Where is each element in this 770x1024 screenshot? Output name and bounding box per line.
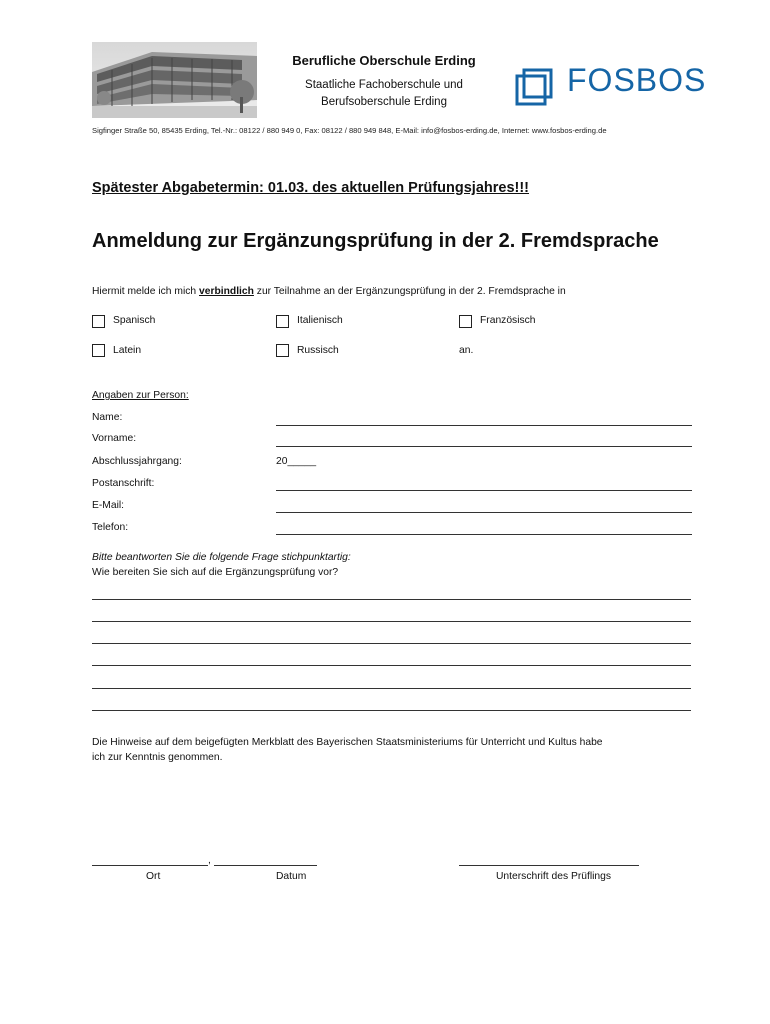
email-label: E-Mail: — [92, 500, 125, 511]
intro-sentence — [92, 286, 566, 297]
name-field[interactable] — [276, 425, 692, 426]
checkbox-spanisch[interactable] — [92, 315, 105, 328]
ort-datum-separator: , — [208, 855, 211, 866]
deadline-notice: Spätester Abgabetermin: 01.03. des aktuellen Prüfungsjahres!!! — [92, 180, 530, 196]
school-subtitle-line1: Staatliche Fachoberschule und — [305, 79, 463, 91]
label-latein: Latein — [113, 345, 142, 356]
vorname-label: Vorname: — [92, 433, 137, 444]
page-title: Anmeldung zur Ergänzungsprüfung in der 2. Fremdsprache — [92, 230, 659, 252]
intro-text-before: Hiermit melde ich mich — [92, 286, 199, 297]
abschluss-label: Abschlussjahrgang: — [92, 456, 182, 467]
notice-line-1: Die Hinweise auf dem beigefügten Merkblatt des Bayerischen Staatsministeriums für Unterricht und Kultus habe — [92, 737, 603, 748]
fosbos-logo-text: FOSBOS — [567, 62, 707, 98]
postanschrift-field[interactable] — [276, 490, 692, 491]
question-text: Wie bereiten Sie sich auf die Ergänzungsprüfung vor? — [92, 567, 339, 578]
datum-field[interactable] — [214, 865, 317, 866]
name-label: Name: — [92, 412, 123, 423]
checkbox-franzoesisch[interactable] — [459, 315, 472, 328]
school-name: Berufliche Oberschule Erding — [292, 53, 476, 68]
ort-label: Ort — [146, 871, 161, 882]
school-address: Sigfinger Straße 50, 85435 Erding, Tel.-Nr.: 08122 / 880 949 0, Fax: 08122 / 880 949 848, E-Mail: info@fosbos-erding.de, Internet: www.fosbos-erding.de — [92, 126, 607, 135]
answer-line-4[interactable] — [92, 665, 691, 666]
answer-line-3[interactable] — [92, 643, 691, 644]
languages-suffix: an. — [459, 345, 474, 356]
telefon-label: Telefon: — [92, 522, 129, 533]
vorname-field[interactable] — [276, 446, 692, 447]
abschluss-field[interactable]: 20_____ — [276, 456, 317, 467]
postanschrift-label: Postanschrift: — [92, 478, 155, 489]
checkbox-italienisch[interactable] — [276, 315, 289, 328]
answer-line-2[interactable] — [92, 621, 691, 622]
label-russisch: Russisch — [297, 345, 339, 356]
signature-label: Unterschrift des Prüflings — [496, 871, 612, 882]
answer-line-5[interactable] — [92, 688, 691, 689]
intro-emphasis: verbindlich — [199, 286, 254, 297]
answer-line-6[interactable] — [92, 710, 691, 711]
telefon-field[interactable] — [276, 534, 692, 535]
label-italienisch: Italienisch — [297, 315, 343, 326]
checkbox-russisch[interactable] — [276, 344, 289, 357]
ort-field[interactable] — [92, 865, 208, 866]
label-spanisch: Spanisch — [113, 315, 156, 326]
school-subtitle-line2: Berufsoberschule Erding — [321, 96, 447, 108]
person-section-heading: Angaben zur Person: — [92, 390, 189, 401]
email-field[interactable] — [276, 512, 692, 513]
answer-line-1[interactable] — [92, 599, 691, 600]
datum-label: Datum — [276, 871, 307, 882]
signature-field[interactable] — [459, 865, 639, 866]
notice-line-2: ich zur Kenntnis genommen. — [92, 752, 223, 763]
question-hint: Bitte beantworten Sie die folgende Frage stichpunktartig: — [92, 552, 351, 563]
intro-text-after: zur Teilnahme an der Ergänzungsprüfung in der 2. Fremdsprache in — [253, 286, 566, 297]
fosbos-logo-icon — [515, 68, 553, 106]
label-franzoesisch: Französisch — [480, 315, 536, 326]
checkbox-latein[interactable] — [92, 344, 105, 357]
